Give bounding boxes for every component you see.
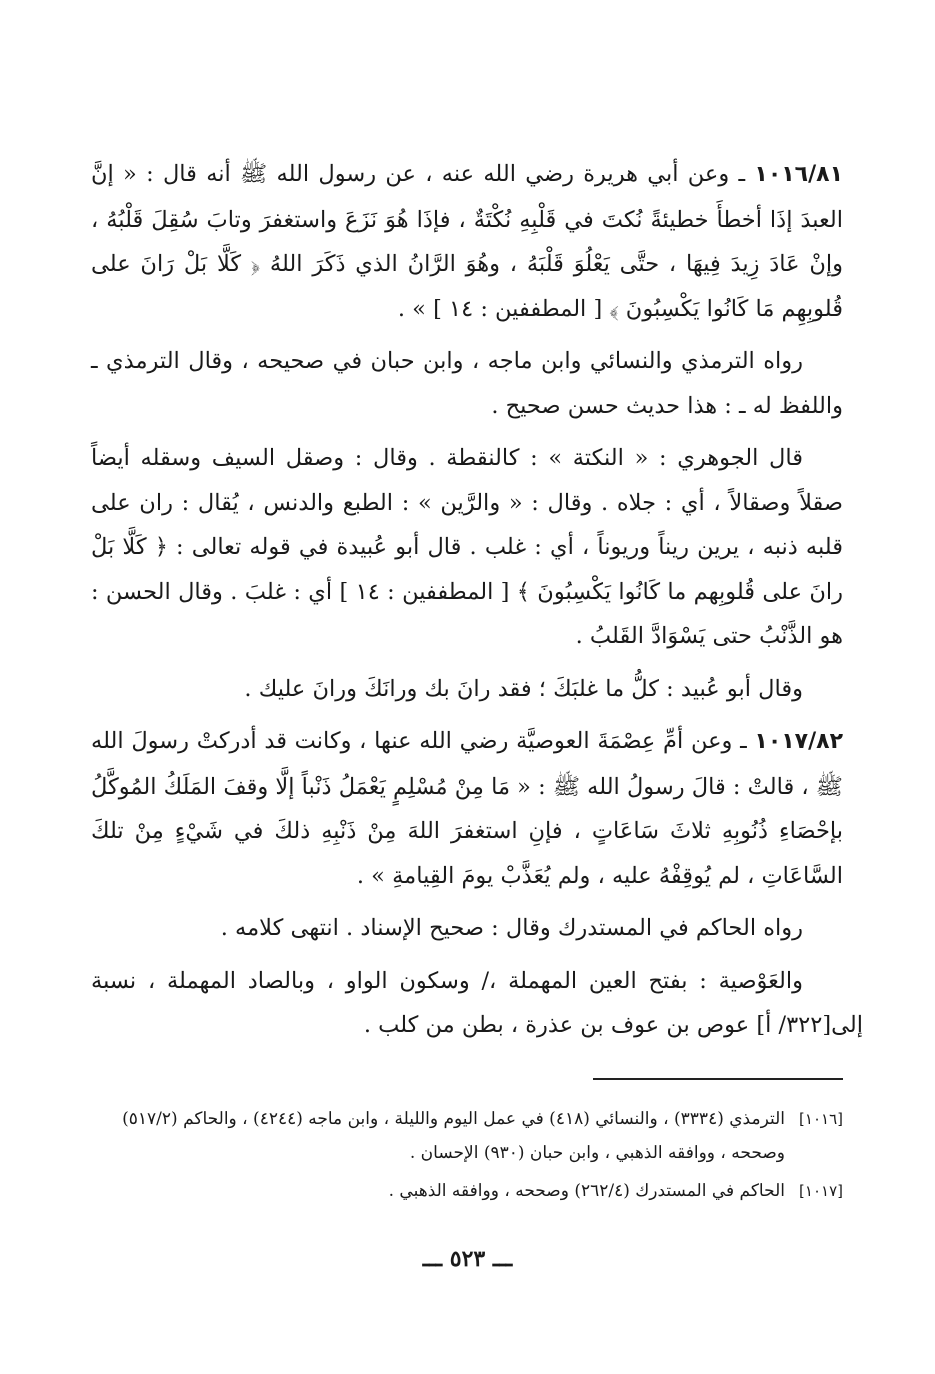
hadith-text: ـ وعن أمِّ عِصْمَةَ العوصيَّة رضي الله عنها ، وكانت قد أدركتْ رسولَ الله ﷺ ، قالتْ : قالَ رسولُ الله ﷺ : « مَا مِنْ مُسْلِمٍ يَعْمَلُ ذَنْباً إلَّا وقفَ المَلَكُ المُوكَّلُ بإحْصَاءِ ذُنُوبِهِ ثلاثَ سَاعَاتٍ ، فإنِ استغفرَ اللهَ مِنْ ذَنْبِهِ ذلكَ في شَيْءٍ مِنْ تلكَ السَّاعَاتِ ، لم يُوقِفْهُ عليه ، ولم يُعَذَّبْ يومَ القِيامةِ » . [91,728,843,889]
footnote-separator [593,1078,843,1080]
footnote-text: الحاكم في المستدرك (٢٦٢/٤) وصححه ، ووافقه الذهبي . [388,1181,785,1201]
commentary-awsiya: والعَوْصية : بفتح العين المهملة ،/ وسكون الواو ، وبالصاد المهملة ، نسبة إلى[٣٢٢/ أ] عوص بن عوف بن عذرة ، بطن من كلب . [91,967,863,1038]
page-number: ـــ ٥٢٣ ـــ [422,1246,513,1272]
footnote-1016 [91,1102,843,1170]
main-text [91,152,863,1056]
commentary-jawhari: قال الجوهري : « النكتة » : كالنقطة . وقال : وصقل السيف وسقله أيضاً صقلاً وصقالاً ، أي : جلاه . وقال : « والرَّين » : الطبع والدنس ، يُقال : ران على قلبه ذنبه ، يرين ريناً وريوناً ، أي : غلب . قال أبو عُبيدة في قوله تعالى : ﴿ كَلَّا بَلْ رانَ على قُلوبِهم ما كَانُوا يَكْسِبُونَ ﴾ [ المطففين : ١٤ ] أي : غلبَ . وقال الحسن : هو الذَّنْبُ حتى يَسْوَادَّ القَلبُ . [91,445,844,649]
footnote-ref: [١٠١٧] [799,1182,843,1200]
footnote-1017 [91,1174,843,1208]
hadith-1016 [91,152,843,331]
footnotes [91,1102,843,1212]
footnote-ref: [١٠١٦] [799,1110,843,1128]
hadith-number: ١٠١٦/٨١ [754,162,843,187]
footnote-text: الترمذي (٣٣٣٤) ، والنسائي (٤١٨) في عمل اليوم والليلة ، وابن ماجه (٤٢٤٤) ، والحاكم (٥١٧/٢) وصححه ، ووافقه الذهبي ، وابن حبان (٩٣٠) الإحسان . [122,1109,785,1163]
hadith-number: ١٠١٧/٨٢ [754,729,843,754]
hadith-text: ـ وعن أبي هريرة رضي الله عنه ، عن رسول الله ﷺ أنه قال : « إنَّ العبدَ إذَا أخطأَ خطيئةً نُكتَ في قَلْبِهِ نُكْتَةٌ ، فإذَا هُوَ نَزَعَ واستغفرَ وتابَ سُقِلَ قَلْبُهُ ، وإنْ عَادَ زِيدَ فِيهَا ، حتَّى يَعْلُوَ قَلْبَهُ ، وهُوَ الرَّانُ الذي ذَكَرَ اللهُ ﴿ كَلَّا بَلْ رَانَ على قُلوبِهِم مَا كَانُوا يَكْسِبُونَ ﴾ [ المطففين : ١٤ ] » . [91,161,843,322]
narration-1017: رواه الحاكم في المستدرك وقال : صحيح الإسناد . انتهى كلامه . [220,915,803,941]
hadith-1017 [91,719,843,898]
commentary-abu-ubaid: وقال أبو عُبيد : كلُّ ما غلبَكَ ؛ فقد رانَ بك ورانَكَ ورانَ عليك . [244,675,803,702]
narration-1016: رواه الترمذي والنسائي وابن ماجه ، وابن حبان في صحيحه ، وقال الترمذي ـ واللفظ له ـ : هذا حديث حسن صحيح . [91,348,843,419]
